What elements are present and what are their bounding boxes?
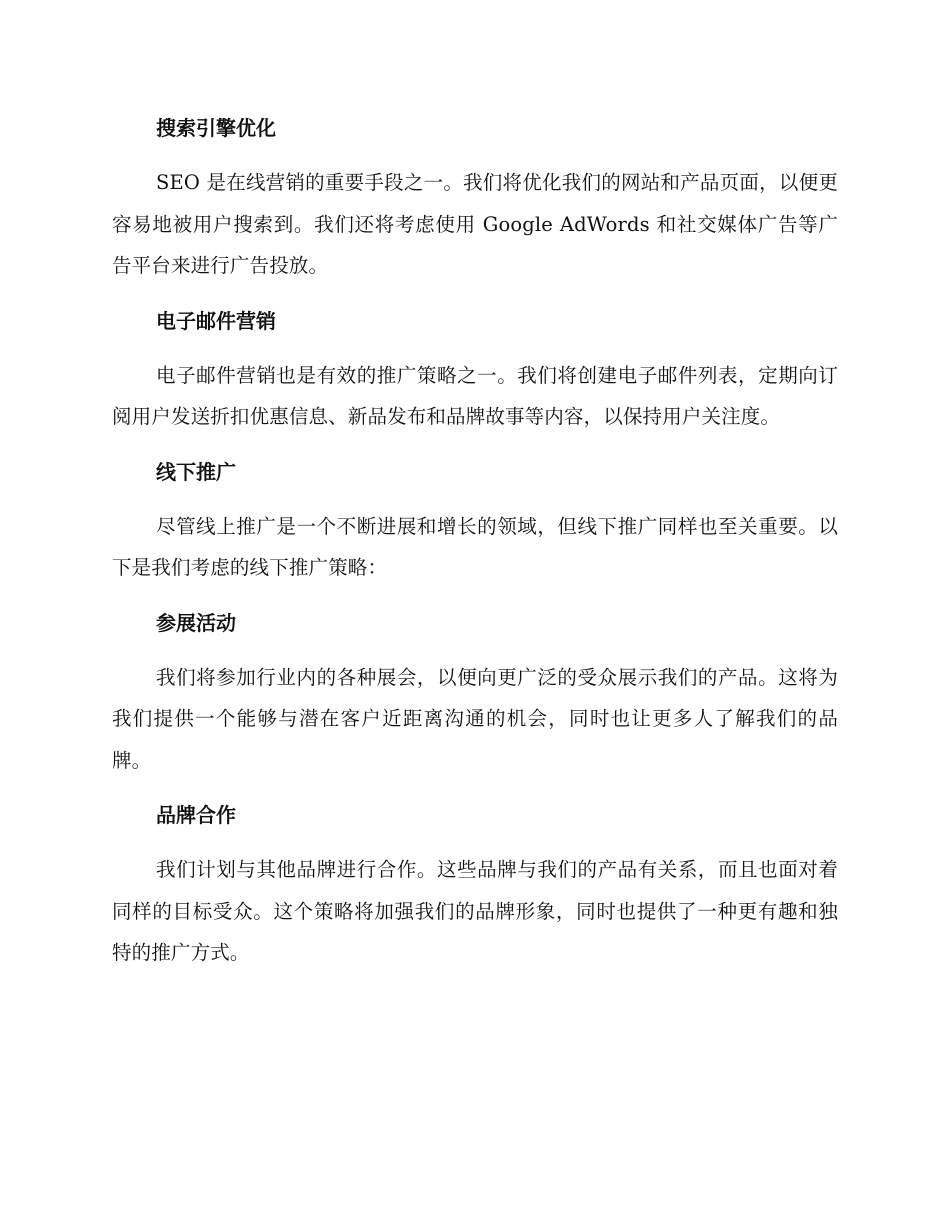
section-offline-promotion [112,452,838,603]
section-heading: 电子邮件营销 [156,308,276,333]
section-paragraph: 我们计划与其他品牌进行合作。这些品牌与我们的产品有关系，而且也面对着同样的目标受众。这个策略将加强我们的品牌形象，同时也提供了一种更有趣和独特的推广方式。 [112,858,838,964]
section-heading: 参展活动 [156,610,236,635]
section-exhibitions [112,603,838,796]
section-seo [112,108,838,301]
section-brand-cooperation [112,795,838,974]
section-heading: 搜索引擎优化 [156,116,276,140]
section-paragraph: 我们将参加行业内的各种展会，以便向更广泛的受众展示我们的产品。这将为我们提供一个能够与潜在客户近距离沟通的机会，同时也让更多人了解我们的品牌。 [112,665,838,772]
section-heading: 线下推广 [156,459,236,484]
section-paragraph: 尽管线上推广是一个不断进展和增长的领域，但线下推广同样也至关重要。以下是我们考虑的线下推广策略： [112,514,838,579]
section-paragraph: SEO 是在线营销的重要手段之一。我们将优化我们的网站和产品页面，以便更容易地被用户搜索到。我们还将考虑使用 Google AdWords 和社交媒体广告等广告平台来进行广告投放。 [112,171,838,277]
section-paragraph: 电子邮件营销也是有效的推广策略之一。我们将创建电子邮件列表，定期向订阅用户发送折扣优惠信息、新品发布和品牌故事等内容，以保持用户关注度。 [112,363,838,428]
section-email-marketing [112,301,838,452]
document-body [112,108,838,974]
section-heading: 品牌合作 [156,803,236,827]
